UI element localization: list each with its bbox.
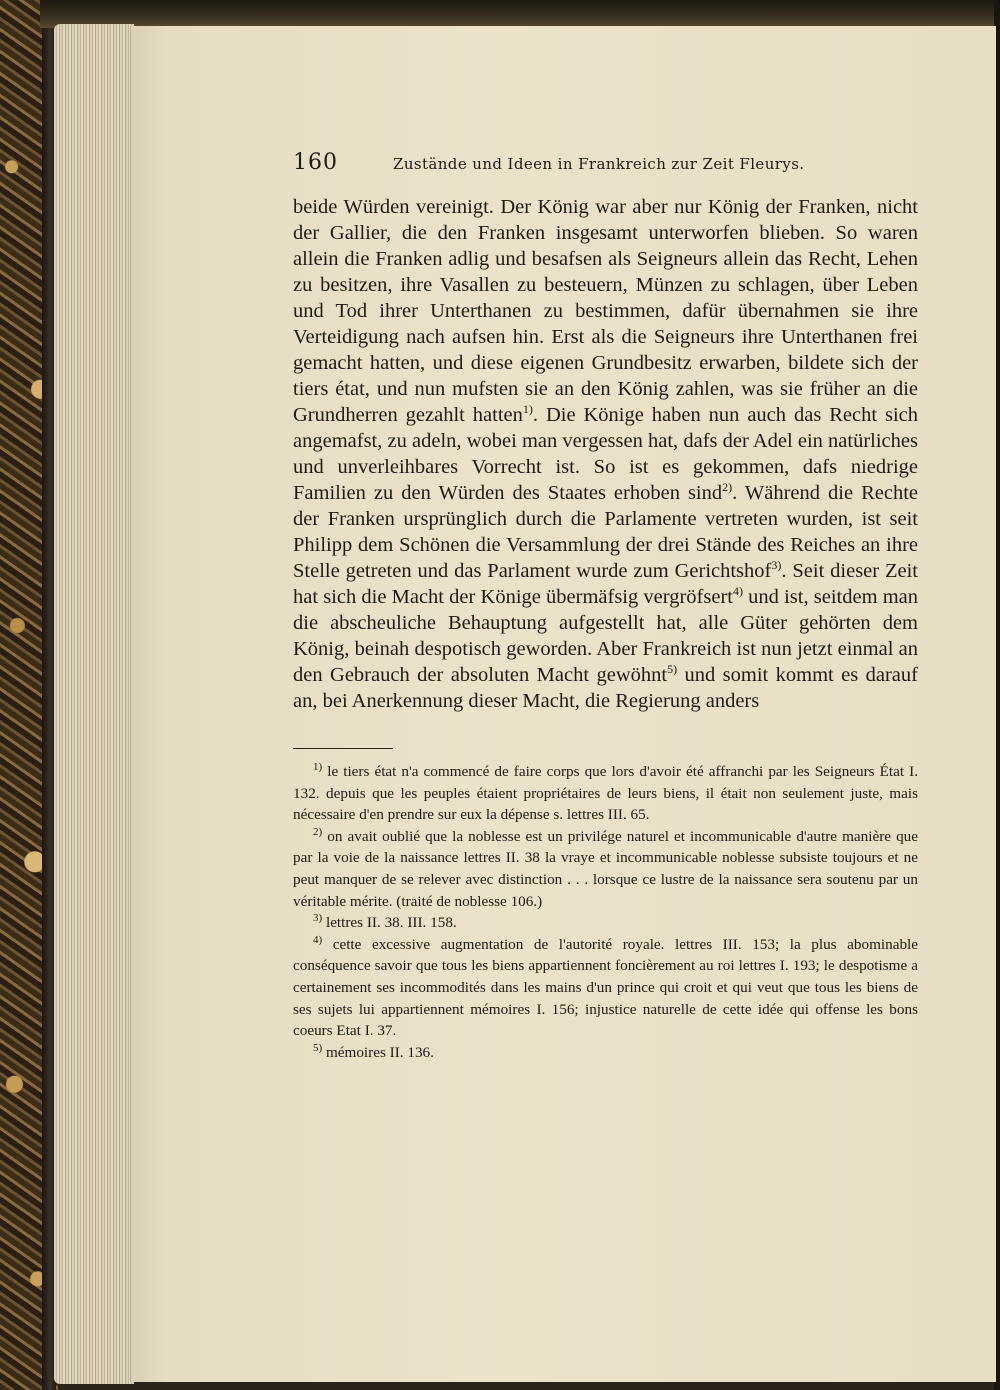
body-paragraph <box>293 194 918 714</box>
body-text-segment: . Während die Rechte der Franken ursprünglich durch die Parlamente vertreten wurden, ist seit Philipp dem Schönen die Versammlung der drei Stände des Reiches an ihre Stelle getreten und das Parlament wurde zum Gerichtshof <box>293 482 919 582</box>
body-text-segment: . Die Könige haben nun auch das Recht sich angemafst, zu adeln, wobei man vergessen hat, dafs der Adel ein natürliches und unverleihbares Vorrecht ist. So ist es gekommen, dafs niedrige Familien zu den Würden des Staates erhoben sind <box>293 404 918 504</box>
body-text-segment: beide Würden vereinigt. Der König war aber nur König der Franken, nicht der Gallier, die den Franken insgesamt unterworfen blieben. So waren allein die Franken adlig und besafsen als Seigneurs allein das Recht, Lehen zu besitzen, ihre Vasallen zu besteuern, Münzen zu schlagen, über Leben und Tod ihrer Unterthanen zu bestimmen, dafür übernahmen sie ihre Verteidigung nach aufsen hin. Erst als die Seigneurs ihre Unterthanen frei gemacht hatten, und diese eigenen Grundbesitz erwarben, bildete sich der tiers état, und nun mufsten sie an den König zahlen, was sie früher an die Grundherren gezahlt hatten <box>293 196 918 426</box>
running-title: Zustände und Ideen in Frankreich zur Zeit Fleurys. <box>393 155 805 173</box>
footnote-marker: 1) <box>313 760 323 773</box>
footnote-text: mémoires II. 136. <box>325 1043 434 1061</box>
footnote-marker: 3) <box>313 912 323 925</box>
footnotes <box>293 761 918 1063</box>
footnote-text: on avait oublié que la noblesse est un privilége naturel et incommunicable d'autre manière que par la voie de la naissance lettres II. 38 la vraye et incommunicable noblesse subsiste toujours et ne peut manquer de se relever avec distinction . . . lorsque ce lustre de la naissance sera soutenu par un véritable mérite. (traité de noblesse 106.) <box>293 827 918 910</box>
footnote-reference[interactable]: 1) <box>522 402 533 417</box>
footnote-reference[interactable]: 2) <box>722 480 733 495</box>
page-number: 160 <box>293 150 338 175</box>
footnote-text: cette excessive augmentation de l'autorité royale. lettres III. 153; la plus abominable conséquence savoir que tous les biens appartiennent foncièrement au roi lettres I. 193; le despotisme a certainement ses incommodités dans les mains d'un prince qui croit et qui veut que tous les biens de ses sujets lui appartiennent mémoires I. 156; injustice naturelle de cette idée qui offense les bons coeurs Etat I. 37. <box>293 935 918 1040</box>
footnote-text: lettres II. 38. III. 158. <box>325 914 457 932</box>
footnote-text: le tiers état n'a commencé de faire corps que lors d'avoir été affranchi par les Seigneurs État I. 132. depuis que les peuples étaient propriétaires de leurs biens, il était non seulement juste, mais nécessaire d'en prendre sur eux la dépense s. lettres III. 65. <box>293 763 919 824</box>
body-text-segment: und somit kommt es darauf an, bei Anerkennung dieser Macht, die Regierung anders <box>293 664 918 712</box>
footnote-marker: 2) <box>313 825 323 838</box>
footnote <box>293 826 918 912</box>
body-text-segment: und ist, seitdem man die abscheuliche Behauptung aufgestellt hat, alle Güter gehörten dem König, beinah despotisch geworden. Aber Frankreich ist nun jetzt einmal an den Gebrauch der absoluten Macht gewöhnt <box>293 586 918 686</box>
footnote-reference[interactable]: 5) <box>667 662 678 677</box>
body-text-segment: . Seit dieser Zeit hat sich die Macht der Könige übermäfsig vergröfsert <box>293 560 918 608</box>
footnote-marker: 4) <box>313 933 323 946</box>
page-edges <box>54 24 134 1384</box>
footnote <box>293 934 918 1042</box>
page-header <box>293 150 918 180</box>
footnote <box>293 761 918 826</box>
footnote-reference[interactable]: 3) <box>771 558 782 573</box>
footnote <box>293 912 918 934</box>
top-background <box>40 0 1000 28</box>
page-content <box>293 150 918 1063</box>
footnote-divider <box>293 748 393 749</box>
footnote-marker: 5) <box>313 1041 323 1054</box>
footnote-reference[interactable]: 4) <box>733 584 743 599</box>
footnote <box>293 1042 918 1064</box>
